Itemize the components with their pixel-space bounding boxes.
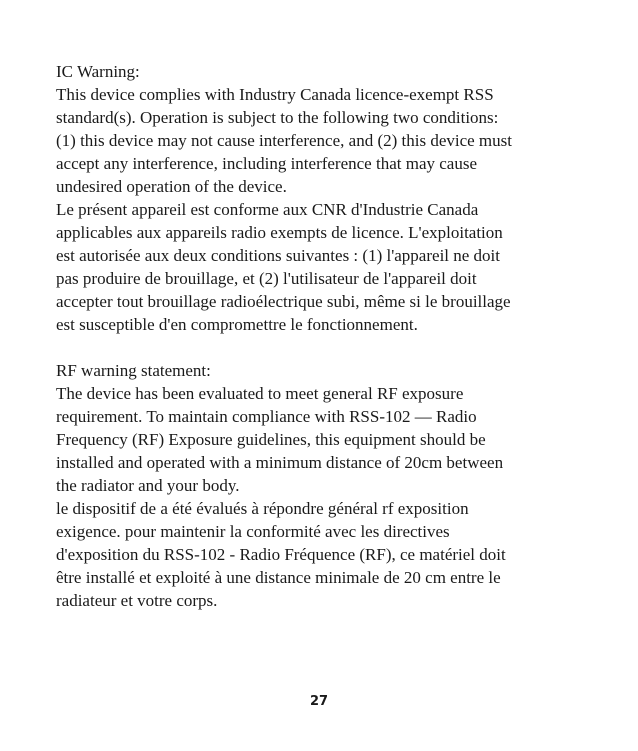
ic-english-line: undesired operation of the device. xyxy=(56,177,287,196)
rf-english-line: requirement. To maintain compliance with RSS-102 — Radio xyxy=(56,407,477,426)
rf-english-line: the radiator and your body. xyxy=(56,476,240,495)
rf-english-line: Frequency (RF) Exposure guidelines, this equipment should be xyxy=(56,430,486,449)
ic-english-line: This device complies with Industry Canada licence-exempt RSS xyxy=(56,85,494,104)
ic-english-line: standard(s). Operation is subject to the following two conditions: xyxy=(56,108,499,127)
ic-warning-heading: IC Warning: xyxy=(56,62,140,81)
rf-english-line: installed and operated with a minimum distance of 20cm between xyxy=(56,453,504,472)
rf-french-line: être installé et exploité à une distance minimale de 20 cm entre le xyxy=(56,568,501,587)
rf-warning-heading: RF warning statement: xyxy=(56,361,211,380)
section-spacer xyxy=(56,336,616,359)
rf-french-line: exigence. pour maintenir la conformité avec les directives xyxy=(56,522,450,541)
page-number: 27 xyxy=(309,694,329,709)
rf-french-line: le dispositif de a été évalués à répondre général rf exposition xyxy=(56,499,469,518)
ic-english-line: (1) this device may not cause interference, and (2) this device must xyxy=(56,131,512,150)
rf-french-line: radiateur et votre corps. xyxy=(56,591,218,610)
document-body xyxy=(56,60,616,612)
rf-english-line: The device has been evaluated to meet general RF exposure xyxy=(56,384,464,403)
ic-french-line: est susceptible d'en compromettre le fonctionnement. xyxy=(56,315,418,334)
rf-warning-section xyxy=(56,359,616,612)
ic-french-line: est autorisée aux deux conditions suivantes : (1) l'appareil ne doit xyxy=(56,246,501,265)
ic-english-line: accept any interference, including interference that may cause xyxy=(56,154,477,173)
ic-french-line: accepter tout brouillage radioélectrique subi, même si le brouillage xyxy=(56,292,511,311)
ic-french-line: pas produire de brouillage, et (2) l'utilisateur de l'appareil doit xyxy=(56,269,477,288)
ic-french-line: Le présent appareil est conforme aux CNR d'Industrie Canada xyxy=(56,200,479,219)
ic-warning-section xyxy=(56,60,616,336)
ic-french-line: applicables aux appareils radio exempts de licence. L'exploitation xyxy=(56,223,503,242)
rf-french-line: d'exposition du RSS-102 - Radio Fréquence (RF), ce matériel doit xyxy=(56,545,506,564)
